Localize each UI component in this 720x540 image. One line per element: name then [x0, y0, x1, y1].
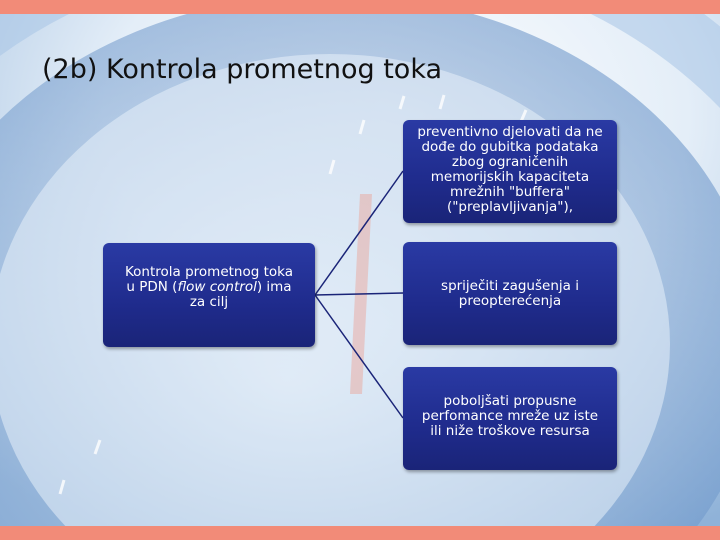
child2-line: spriječiti zagušenja i — [441, 278, 579, 294]
child3-line: ili niže troškove resursa — [430, 423, 590, 439]
child-node-prevent-congestion — [403, 242, 617, 345]
child1-line: preventivno djelovati da ne — [417, 124, 603, 140]
root-line-2-italic: flow control — [177, 279, 257, 295]
slide-title: (2b) Kontrola prometnog toka — [42, 54, 443, 85]
root-node — [103, 243, 315, 347]
child-node-text — [417, 125, 602, 215]
root-node-text — [125, 265, 293, 310]
root-line-2-post: ) ima — [256, 279, 292, 295]
child-node-improve-performance — [403, 367, 617, 470]
connector-root-child3 — [315, 295, 403, 418]
root-line-1: Kontrola prometnog toka — [124, 264, 294, 280]
connector-root-child2 — [315, 293, 403, 295]
child1-line: memorijskih kapaciteta — [430, 169, 590, 185]
root-line-3: za cilj — [189, 294, 229, 310]
bottom-accent-bar — [0, 526, 720, 540]
connector-root-child1 — [315, 171, 403, 295]
child1-line: zbog ograničenih — [451, 154, 569, 170]
child3-line: perfomance mreže uz iste — [421, 408, 599, 424]
child3-line: poboljšati propusne — [443, 393, 577, 409]
root-line-2-pre: u PDN ( — [126, 279, 178, 295]
child1-line: mrežnih "buffera" — [450, 184, 570, 200]
child-node-text — [441, 279, 579, 309]
child1-line: dođe do gubitka podataka — [421, 139, 599, 155]
child-node-text — [422, 394, 598, 439]
child1-line: ("preplavljivanja"), — [446, 199, 574, 215]
root-line-2 — [125, 280, 293, 295]
child2-line: preopterećenja — [458, 293, 562, 309]
child-node-prevent-loss — [403, 120, 617, 223]
